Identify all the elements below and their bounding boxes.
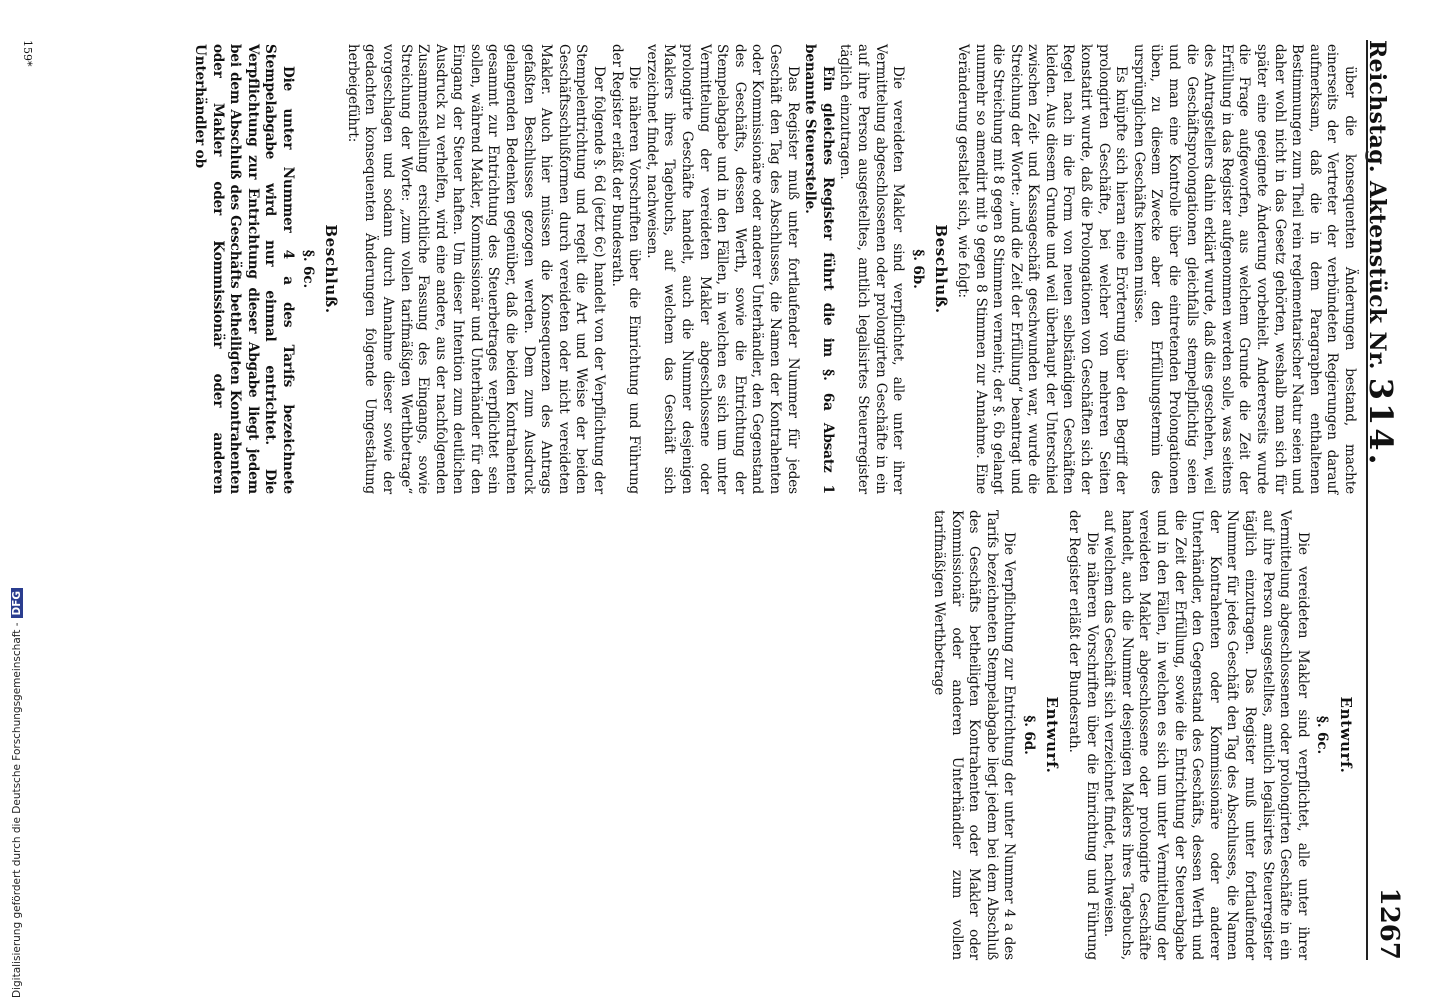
credit-text: Digitalisierung gefördert durch die Deutsche Forschungsgemeinschaft - [11, 622, 23, 998]
paragraph: Das Register muß unter fortlaufender Nummer für jedes Geschäft den Tag des Abschlusses, die Namen der Kontrahenten oder Kommissionäre oder anderer Unterhändler, den Gegenstand des Geschäfts, dessen Werth, sowie die Entrichtung der Stempelabgabe und in den Fällen, in welchen es sich um unter Vermittelung der vereideten Makler abgeschlossene oder prolongirte Geschäfte handelt, auch die Nummer desjenigen Maklers ihres Tagebuchs, auf welchem das Geschäft sich verzeichnet findet, nachweisen. [643, 44, 801, 494]
paragraph: Die Verpflichtung zur Entrichtung der unter Nummer 4 a des Tarifs bezeichneten Stempelabgabe liegt jedem bei dem Abschluß des Geschäfts betheiligten Kontrahenten oder Makler oder Kommissionär oder anderen Unterhändler zum vollen tarifmäßigen Werthbetrage [930, 510, 1018, 960]
paragraph: Die vereideten Makler sind verpflichtet, alle unter ihrer Vermittelung abgeschlossenen oder prolongirten Geschäfte in ein auf ihre Person ausgestelltes, amtlich legalisirtes Steuerregister täglich einzutragen. Das Register muß unter fortlaufender Nummer für jedes Geschäft den Tag des Abschlusses, die Namen der Kontrahenten oder Kommissionäre oder anderer Unterhändler, den Gegenstand des Geschäfts, dessen Werth und die Zeit der Erfüllung, sowie die Entrichtung der Steuerabgabe und in den Fällen, in welchen es sich um unter Vermittelung der vereideten Makler abgeschlossene oder prolongirte Geschäfte handelt, auch die Nummer desjenigen Maklers ihres Tagebuchs, auf welchem das Geschäft sich verzeichnet findet, nachweisen. [1101, 510, 1311, 960]
page-signature: 159* [21, 40, 34, 67]
text-column-right [929, 510, 1358, 960]
document-number: 314. [1362, 377, 1400, 468]
paragraph: Die näheren Vorschriften über die Einrichtung und Führung der Register erläßt der Bundesrath. [608, 44, 643, 494]
paragraph: Der folgende §. 6d (jetzt 6c) handelt von der Verpflichtung der Stempelentrichtung und regelt die Art und Weise der beiden Geschäftsschlußformen durch vereideten oder nicht vereideten Makler. Auch hier müssen die Konsequenzen des Antrags gefaßten Beschlusses gezogen werden. Dem zum Ausdruck gelangenden Bedenken gegenüber, daß die beiden Kontrahenten gesammt zur Entrichtung des Steuerbetrages verpflichtet sein sollen, während Makler, Kommissionär und Unterhändler für den Eingang der Steuer haften. Um dieser Intention zum deutlichen Ausdruck zu verhelfen, wird eine andere, aus der nachfolgenden Zusammenstellung ersichtliche Fassung des Eingangs, sowie Streichung der Worte: „zum vollen tarifmäßigen Werthbetrage“ vorgeschlagen und sodann durch Annahme dieser sowie der gedachten konsequenten Änderungen folgende Umgestaltung herbeigeführt: [344, 44, 608, 494]
section-number: §. 6c. [299, 249, 316, 289]
paragraph: Die näheren Vorschriften über die Einrichtung und Führung der Register erläßt der Bundesrath. [1066, 510, 1100, 960]
paragraph: Die vereideten Makler sind verpflichtet, alle unter ihrer Vermittelung abgeschlossenen oder prolongirten Geschäfte in ein auf ihre Person ausgestelltes, amtlich legalisirtes Steuerregister täglich einzutragen. [837, 44, 907, 494]
page-header [1362, 40, 1414, 960]
header-rule [1365, 40, 1368, 960]
bold-paragraph: Ein gleiches Register führt die im §. 6a Absatz 1 benannte Steuerstelle. [802, 44, 836, 494]
paragraph: über die konsequenten Änderungen bestand, machte einerseits der Vertreter der verbündeten Regierungen darauf aufmerksam, daß die in dem Paragraphen enthaltenen Bestimmungen zum Theil rein reglementarischer Natur seien und daher wohl nicht in das Gesetz gehörten, weshalb man sich für später eine geeignete Änderung vorbehielt. Andererseits wurde die Frage aufgeworfen, aus welchem Grunde die Zeit der Erfüllung in das Register aufgenommen werden solle, was seitens des Antragstellers dahin erklärt wurde, daß dies geschehen, weil die Geschäftsprolongationen gleichfalls stempelpflichtig seien und man eine Kontrolle über die eintretenden Prolongationen üben, zu diesem Zwecke aber den Erfüllungstermin des ursprünglichen Geschäfts kennen müsse. [1130, 44, 1358, 494]
section-heading: Beschluß. [932, 224, 951, 314]
bold-paragraph: Die unter Nummer 4 a des Tarifs bezeichnete Stempelabgabe wird nur einmal entrichtet. Die Verpflichtung zur Entrichtung dieser Abgabe liegt jedem bei dem Abschluß des Geschäfts betheiligten Kontrahenten oder Makler oder Kommissionär oder anderen Unterhändler ob [192, 44, 296, 494]
dfg-logo: DFG [11, 588, 23, 619]
page-number: 1267 [1374, 887, 1404, 960]
section-heading: Beschluß. [322, 224, 341, 314]
section-number: §. 6b. [909, 249, 926, 289]
header-title: Reichstag. Aktenstück Nr.314. [1362, 40, 1400, 468]
paragraph: Es knüpfte sich hieran eine Erörterung über den Begriff der prolongirten Geschäfte, bei welcher von mehreren Seiten konstatirt wurde, daß die Prolongationen von Geschäften sich der Regel nach in die Form von neuen selbständigen Geschäften kleiden. Aus diesem Grunde und weil überhaupt der Unterschied zwischen Zeit- und Kassageschäft geschwunden war, wurde die Streichung der Worte: „und die Zeit der Erfüllung“ beantragt und die Streichung mit 8 gegen 8 Stimmen verneint; der §. 6b gelangt nunmehr so amendirt mit 9 gegen 8 Stimmen zur Annahme. Eine Veränderung gestaltet sich, wie folgt: [954, 44, 1130, 494]
section-heading: Entwurf. [1043, 696, 1062, 774]
section-number: §. 6c. [1314, 715, 1331, 755]
section-number: §. 6d. [1020, 715, 1037, 755]
section-heading: Entwurf. [1337, 696, 1355, 774]
text-column-left [190, 44, 1358, 494]
digitization-credit [0, 0, 22, 1000]
